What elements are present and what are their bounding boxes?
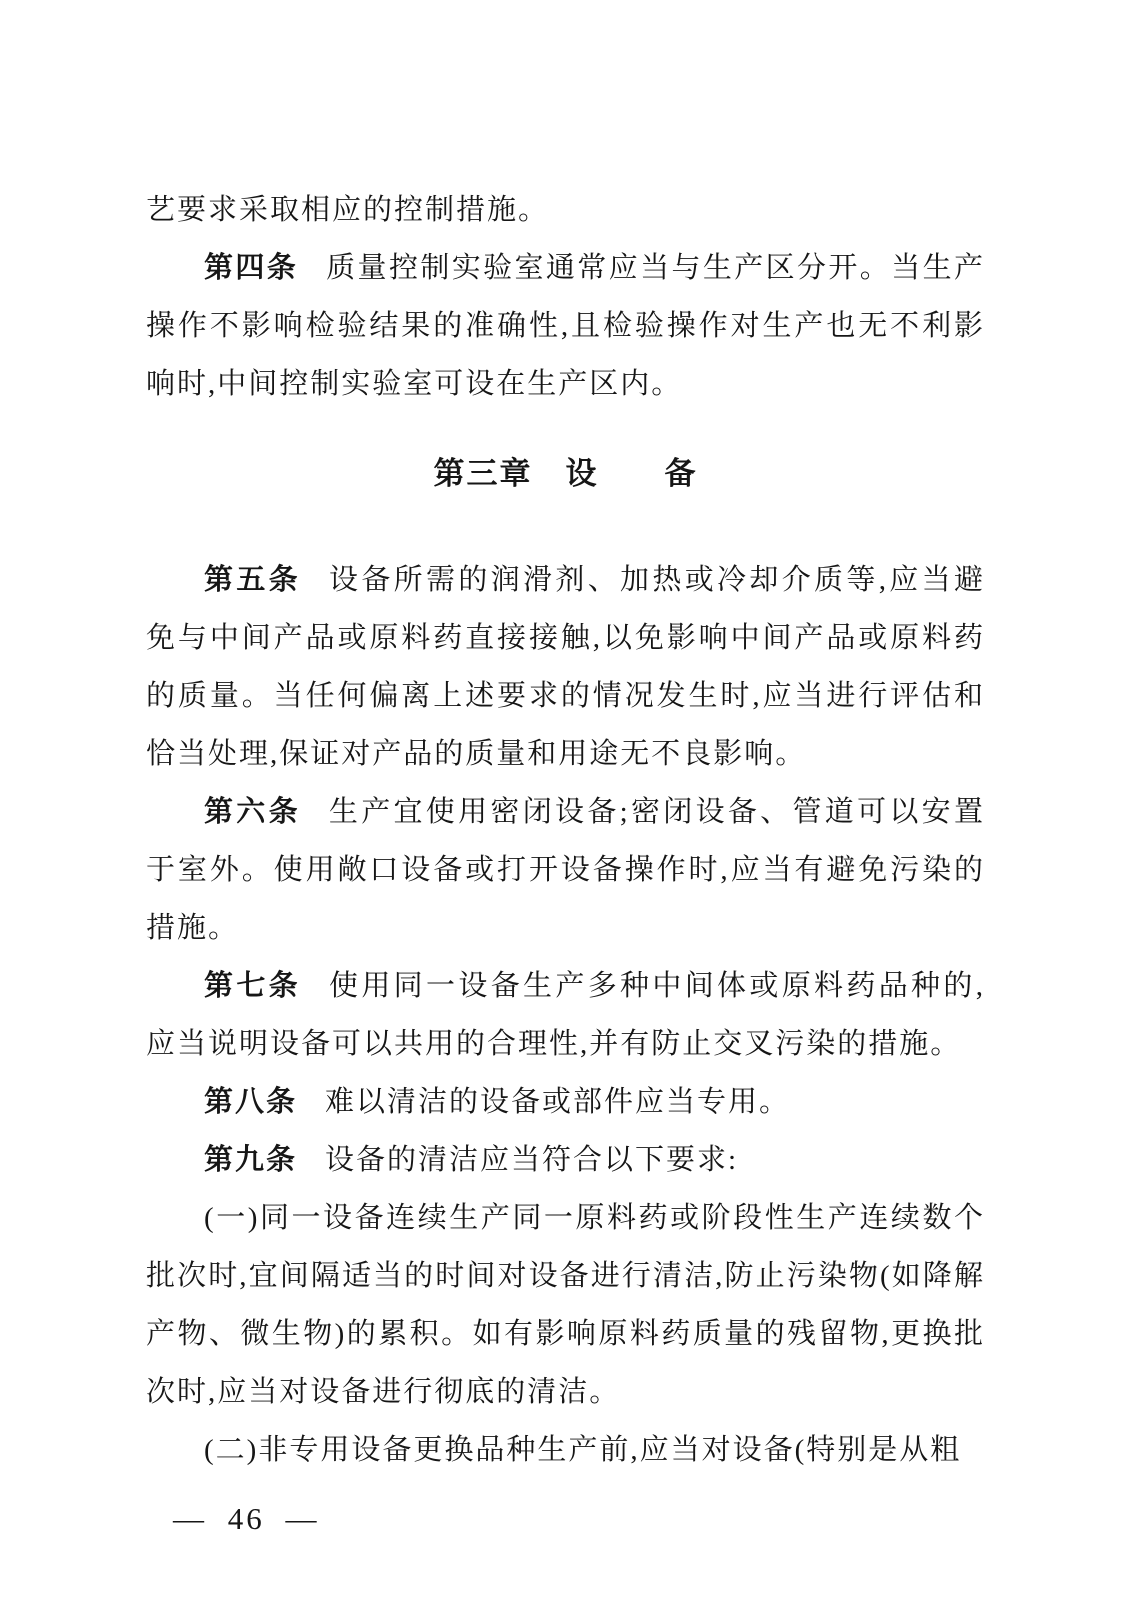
- article-paragraph: [146, 551, 985, 783]
- article-number: 第四条: [204, 252, 299, 284]
- article-number: 第九条: [204, 1144, 298, 1176]
- clause-item-paragraph: (二)非专用设备更换品种生产前,应当对设备(特别是从粗: [204, 1434, 962, 1466]
- article-text: 设备的清洁应当符合以下要求:: [325, 1144, 739, 1176]
- article-text: 生产宜使用密闭设备;密闭设备、管道可以安置于室外。使用敞口设备或打开设备操作时,应当有避免污染的措施。: [146, 796, 985, 944]
- article-text: 难以清洁的设备或部件应当专用。: [325, 1086, 791, 1118]
- article-text: 质量控制实验室通常应当与生产区分开。当生产操作不影响检验结果的准确性,且检验操作对生产也无不利影响时,中间控制实验室可设在生产区内。: [146, 252, 985, 400]
- page-footer: [146, 1499, 985, 1539]
- article-text: 设备所需的润滑剂、加热或冷却介质等,应当避免与中间产品或原料药直接接触,以免影响中间产品或原料药的质量。当任何偏离上述要求的情况发生时,应当进行评估和恰当处理,保证对产品的质量和用途无不良影响。: [146, 564, 985, 770]
- article-paragraph: [146, 1073, 985, 1131]
- page-number: — 46 —: [173, 1501, 320, 1536]
- article-paragraph: [146, 1131, 985, 1189]
- article-paragraph: [146, 957, 985, 1073]
- article-text: 使用同一设备生产多种中间体或原料药品种的,应当说明设备可以共用的合理性,并有防止交叉污染的措施。: [146, 970, 985, 1060]
- article-paragraph: [146, 783, 985, 957]
- article-number: 第八条: [204, 1086, 298, 1118]
- article-number: 第七条: [204, 970, 302, 1002]
- chapter-heading: 第三章 设 备: [433, 456, 698, 491]
- continuation-paragraph: 艺要求采取相应的控制措施。: [146, 194, 550, 226]
- article-number: 第六条: [204, 796, 301, 828]
- document-blocks: [146, 181, 985, 1479]
- article-paragraph: [146, 239, 985, 413]
- clause-item-paragraph: (一)同一设备连续生产同一原料药或阶段性生产连续数个批次时,宜间隔适当的时间对设备进行清洁,防止污染物(如降解产物、微生物)的累积。如有影响原料药质量的残留物,更换批次时,应当对设备进行彻底的清洁。: [146, 1202, 985, 1408]
- article-number: 第五条: [204, 564, 302, 596]
